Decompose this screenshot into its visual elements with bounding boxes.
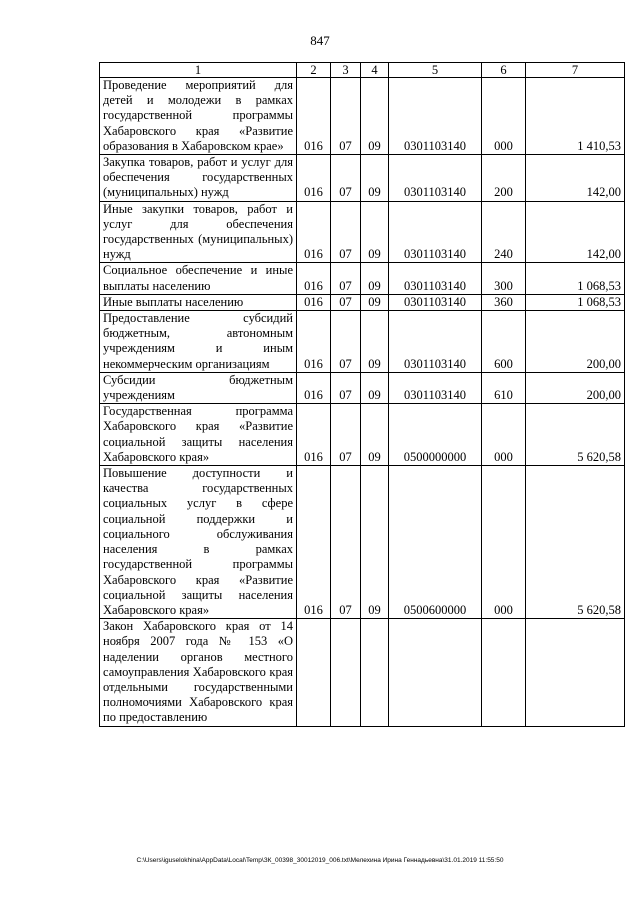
table-row (100, 155, 625, 202)
cell-amount: 5 620,58 (526, 466, 625, 619)
row-name: Субсидии бюджетным учреждениям (100, 372, 297, 403)
cell-section: 07 (331, 263, 361, 294)
row-name: Закон Хабаровского края от 14 ноября 2007 года № 153 «О наделении органов местного самоуправления Хабаровского края отдельными государственными полномочиями Хабаровского края по предоставлению (100, 619, 297, 726)
cell-subsection: 09 (361, 201, 389, 263)
cell-amount: 1 410,53 (526, 78, 625, 155)
table-header-row (100, 63, 625, 78)
cell-amount: 5 620,58 (526, 404, 625, 466)
column-header: 2 (297, 63, 331, 78)
cell-section: 07 (331, 311, 361, 373)
table-row (100, 619, 625, 726)
cell-subsection (361, 619, 389, 726)
row-name: Иные закупки товаров, работ и услуг для обеспечения государственных (муниципальных) нужд (100, 201, 297, 263)
cell-section: 07 (331, 78, 361, 155)
cell-subsection: 09 (361, 311, 389, 373)
cell-subsection: 09 (361, 372, 389, 403)
cell-target-code: 0301103140 (389, 201, 482, 263)
cell-amount (526, 619, 625, 726)
cell-target-code: 0301103140 (389, 155, 482, 202)
cell-expense-type: 240 (482, 201, 526, 263)
row-name: Закупка товаров, работ и услуг для обеспечения государственных (муниципальных) нужд (100, 155, 297, 202)
cell-expense-type: 000 (482, 78, 526, 155)
cell-ministry: 016 (297, 201, 331, 263)
table-row (100, 311, 625, 373)
file-path-footer: C:\Users\iguselokhina\AppData\Local\Temp\ЗК_00398_30012019_006.txt\Мелехина Ирина Геннадьевна\31.01.2019 11:55:50 (136, 857, 504, 864)
cell-section: 07 (331, 372, 361, 403)
column-header: 6 (482, 63, 526, 78)
row-name: Государственная программа Хабаровского края «Развитие социальной защиты населения Хабаровского края» (100, 404, 297, 466)
cell-ministry (297, 619, 331, 726)
cell-target-code: 0500600000 (389, 466, 482, 619)
row-name: Повышение доступности и качества государственных социальных услуг в сфере социальной поддержки и социального обслуживания населения в рамках государственной программы Хабаровского края «Развитие социальной защиты населения Хабаровского края» (100, 466, 297, 619)
cell-subsection: 09 (361, 466, 389, 619)
cell-amount: 142,00 (526, 201, 625, 263)
cell-expense-type: 000 (482, 466, 526, 619)
cell-target-code: 0301103140 (389, 294, 482, 310)
cell-section: 07 (331, 466, 361, 619)
column-header: 3 (331, 63, 361, 78)
cell-target-code (389, 619, 482, 726)
table-row (100, 294, 625, 310)
column-header: 7 (526, 63, 625, 78)
cell-target-code: 0301103140 (389, 372, 482, 403)
cell-expense-type (482, 619, 526, 726)
cell-amount: 1 068,53 (526, 263, 625, 294)
cell-ministry: 016 (297, 404, 331, 466)
cell-amount: 1 068,53 (526, 294, 625, 310)
cell-target-code: 0500000000 (389, 404, 482, 466)
cell-expense-type: 300 (482, 263, 526, 294)
cell-section (331, 619, 361, 726)
table-row (100, 201, 625, 263)
row-name: Иные выплаты населению (100, 294, 297, 310)
table-row (100, 404, 625, 466)
cell-expense-type: 360 (482, 294, 526, 310)
cell-ministry: 016 (297, 466, 331, 619)
column-header: 1 (100, 63, 297, 78)
cell-expense-type: 200 (482, 155, 526, 202)
cell-subsection: 09 (361, 404, 389, 466)
cell-section: 07 (331, 155, 361, 202)
row-name: Проведение мероприятий для детей и молодежи в рамках государственной программы Хабаровского края «Развитие образования в Хабаровском крае» (100, 78, 297, 155)
table-row (100, 466, 625, 619)
cell-ministry: 016 (297, 311, 331, 373)
cell-amount: 142,00 (526, 155, 625, 202)
cell-ministry: 016 (297, 372, 331, 403)
cell-target-code: 0301103140 (389, 311, 482, 373)
cell-subsection: 09 (361, 78, 389, 155)
column-header: 5 (389, 63, 482, 78)
cell-target-code: 0301103140 (389, 263, 482, 294)
cell-target-code: 0301103140 (389, 78, 482, 155)
cell-ministry: 016 (297, 263, 331, 294)
cell-amount: 200,00 (526, 372, 625, 403)
cell-subsection: 09 (361, 263, 389, 294)
cell-subsection: 09 (361, 155, 389, 202)
table-row (100, 78, 625, 155)
cell-ministry: 016 (297, 155, 331, 202)
cell-subsection: 09 (361, 294, 389, 310)
cell-expense-type: 000 (482, 404, 526, 466)
row-name: Предоставление субсидий бюджетным, автономным учреждениям и иным некоммерческим организациям (100, 311, 297, 373)
cell-expense-type: 610 (482, 372, 526, 403)
cell-section: 07 (331, 201, 361, 263)
cell-section: 07 (331, 294, 361, 310)
cell-ministry: 016 (297, 294, 331, 310)
cell-section: 07 (331, 404, 361, 466)
cell-expense-type: 600 (482, 311, 526, 373)
column-header: 4 (361, 63, 389, 78)
cell-amount: 200,00 (526, 311, 625, 373)
row-name: Социальное обеспечение и иные выплаты населению (100, 263, 297, 294)
table-row (100, 372, 625, 403)
page-number: 847 (310, 33, 330, 48)
budget-table (99, 62, 625, 727)
cell-ministry: 016 (297, 78, 331, 155)
table-row (100, 263, 625, 294)
